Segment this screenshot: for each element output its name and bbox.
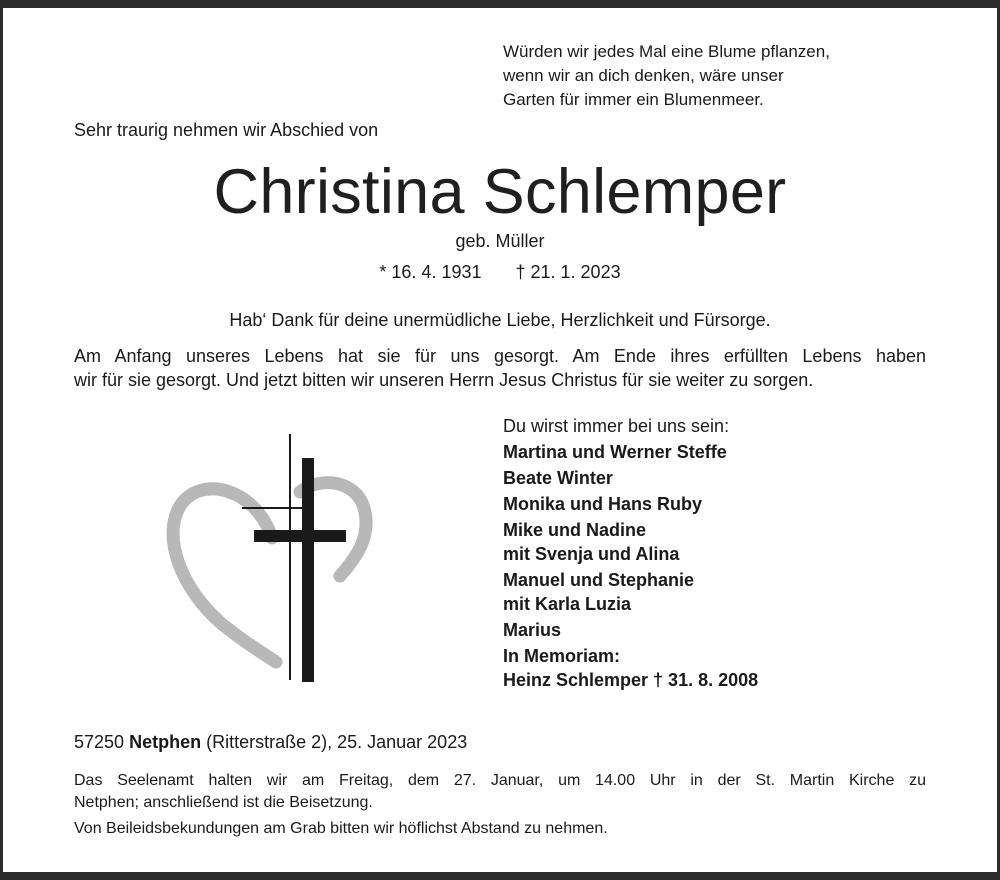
family-member-line: Martina und Werner Steffe xyxy=(503,442,727,462)
paragraph-line: Am Anfang unseres Lebens hat sie für uns gesorgt. Am Ende ihres erfüllten Lebens haben xyxy=(74,346,926,366)
family-member xyxy=(503,518,943,566)
family-member-line: mit Svenja und Alina xyxy=(503,544,680,564)
family-member xyxy=(503,466,943,490)
poem-line: wenn wir an dich denken, wäre unser xyxy=(503,66,784,85)
heart-with-cross-icon xyxy=(160,428,380,693)
birth-name: geb. Müller xyxy=(455,231,545,251)
poem xyxy=(503,40,883,112)
heart-outline xyxy=(173,489,276,662)
family-member-line: Mike und Nadine xyxy=(503,520,647,540)
service-info xyxy=(74,770,926,814)
family-member-line: Beate Winter xyxy=(503,468,613,488)
family-member-line: Monika und Hans Ruby xyxy=(503,494,703,514)
intro-text: Sehr traurig nehmen wir Abschied von xyxy=(74,120,379,140)
cross-horizontal-bar xyxy=(254,530,346,542)
thanks-text: Hab‘ Dank für deine unermüdliche Liebe, Herzlichkeit und Fürsorge. xyxy=(229,310,771,330)
family-list xyxy=(503,414,943,694)
street-date: (Ritterstraße 2), 25. Januar 2023 xyxy=(206,732,468,752)
family-lead: Du wirst immer bei uns sein: xyxy=(503,416,730,436)
service-line: Netphen; anschließend ist die Beisetzung. xyxy=(74,794,373,811)
service-line: Das Seelenamt halten wir am Freitag, dem 27. Januar, um 14.00 Uhr in der St. Martin Kirche zu xyxy=(74,772,926,789)
family-member-line: mit Karla Luzia xyxy=(503,594,632,614)
family-member-line: Marius xyxy=(503,620,562,640)
family-member xyxy=(503,492,943,516)
in-memoriam-label: In Memoriam: xyxy=(503,646,621,666)
emblem-graphic xyxy=(160,428,380,688)
deceased-name: Christina Schlemper xyxy=(213,157,787,227)
poem-line: Garten für immer ein Blumenmeer. xyxy=(503,90,764,109)
in-memoriam xyxy=(503,644,943,692)
paragraph-line: wir für sie gesorgt. Und jetzt bitten wir unseren Herrn Jesus Christus für sie weiter zu sorgen. xyxy=(74,370,814,390)
family-member-line: Manuel und Stephanie xyxy=(503,570,695,590)
tribute-paragraph xyxy=(74,344,926,392)
family-member xyxy=(503,618,943,642)
family-member xyxy=(503,568,943,616)
place-date-line xyxy=(74,732,467,753)
poem-line: Würden wir jedes Mal eine Blume pflanzen, xyxy=(503,42,830,61)
condolence-note: Von Beileidsbekundungen am Grab bitten wir höflichst Abstand zu nehmen. xyxy=(74,820,608,837)
life-dates xyxy=(0,262,1000,283)
family-member xyxy=(503,440,943,464)
city: Netphen xyxy=(129,732,202,752)
death-date: † 21. 1. 2023 xyxy=(515,262,621,282)
birth-date: * 16. 4. 1931 xyxy=(379,262,482,282)
in-memoriam-name: Heinz Schlemper † 31. 8. 2008 xyxy=(503,670,759,690)
cross-vertical-bar xyxy=(302,458,314,682)
zip-code: 57250 xyxy=(74,732,125,752)
